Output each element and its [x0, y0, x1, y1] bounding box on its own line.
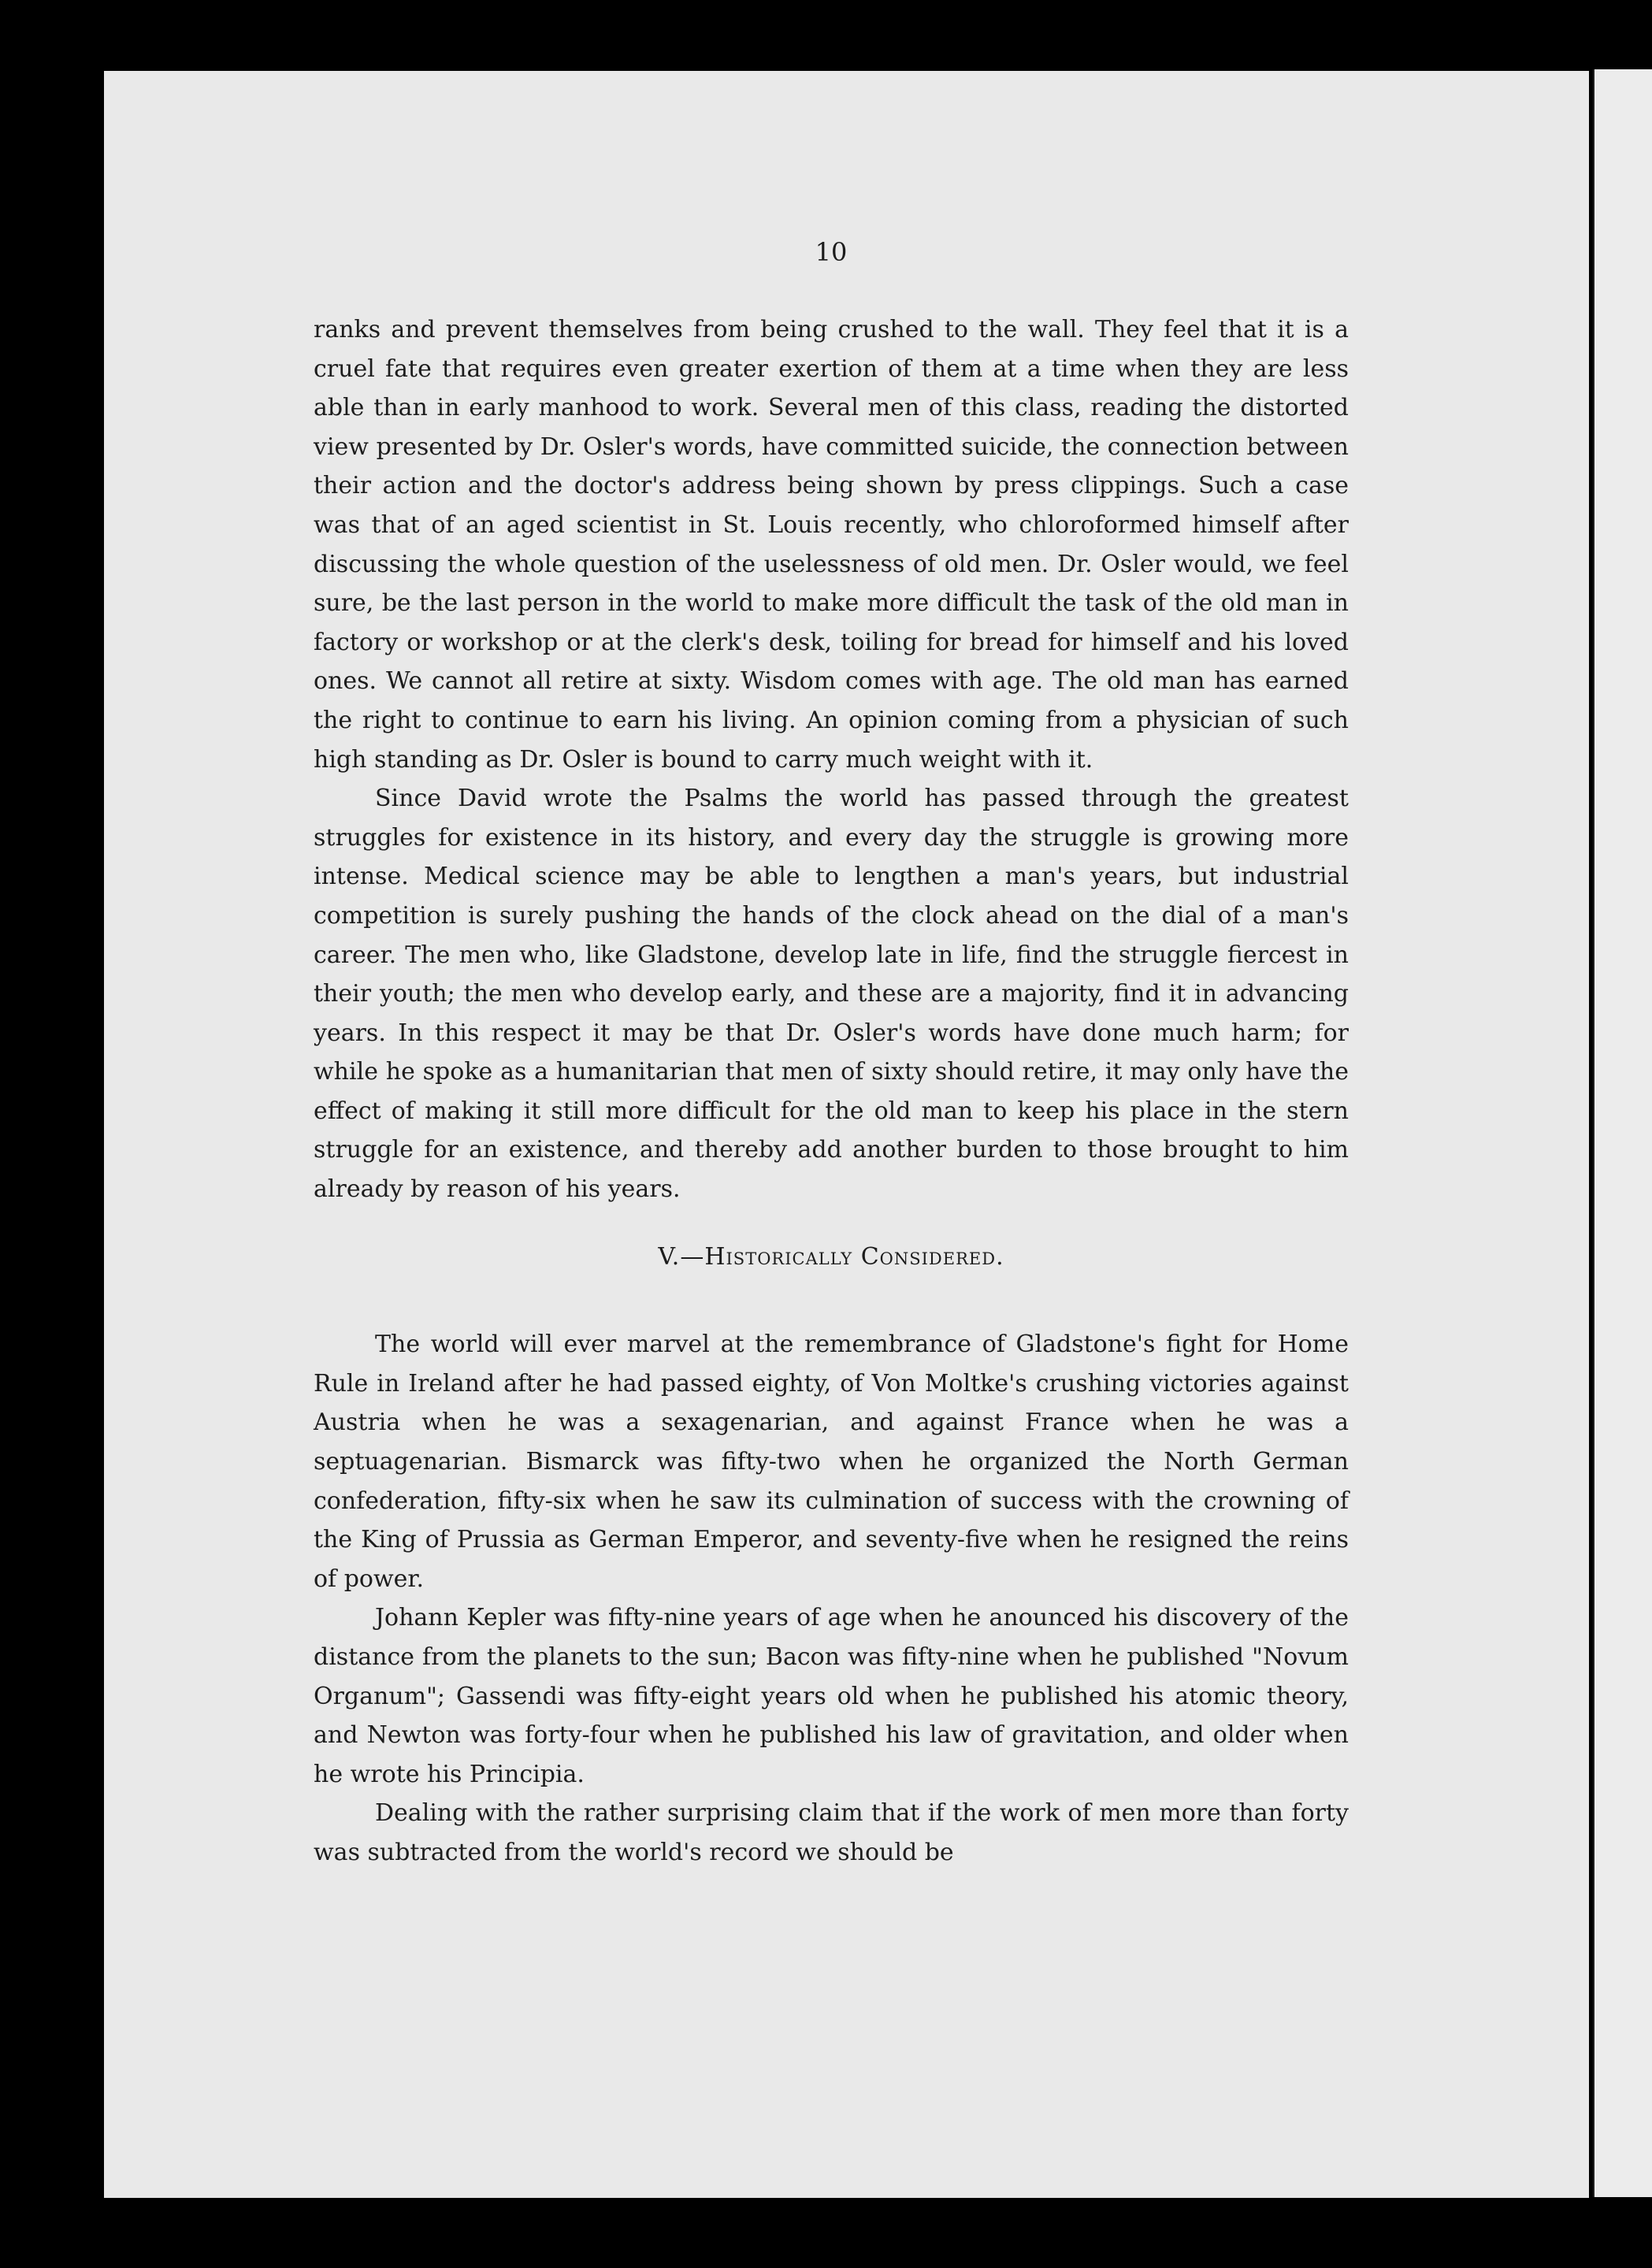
- page-number: 10: [815, 237, 848, 267]
- paragraph: Dealing with the rather surprising claim that if the work of men more than forty was subtracted from the world's record we should be: [314, 1799, 1349, 1866]
- section-heading: V.—Historically Considered.: [658, 1242, 1004, 1271]
- paragraph: Since David wrote the Psalms the world has passed through the greatest struggles for existence in its history, and every day the struggle is growing more intense. Medical science may be able to lengthen a man's years, but industrial competition is surely pushing the hands of the clock ahead on the dial of a man's career. The men who, like Gladstone, develop late in life, find the struggle fiercest in their youth; the men who develop early, and these are a majority, find it in advancing years. In this respect it may be that Dr. Osler's words have done much harm; for while he spoke as a humanitarian that men of sixty should retire, it may only have the effect of making it still more difficult for the old man to keep his place in the stern struggle for an existence, and thereby add another burden to those brought to him already by reason of his years.: [314, 785, 1349, 1204]
- paragraph: Johann Kepler was fifty-nine years of age when he anounced his discovery of the distance from the planets to the sun; Bacon was fifty-nine when he published "Novum Organum"; Gassendi was fifty-eight years old when he published his atomic theory, and Newton was forty-four when he published his law of gravitation, and older when he wrote his Principia.: [314, 1604, 1349, 1788]
- next-page-edge: [1593, 69, 1652, 2197]
- paragraph: The world will ever marvel at the remembrance of Gladstone's fight for Home Rule in Ireland after he had passed eighty, of Von Moltke's crushing victories against Austria when he was a sexagenarian, and against France when he was a septuagenarian. Bismarck was fifty-two when he organized the North German confederation, fifty-six when he saw its culmination of success with the crowning of the King of Prussia as German Emperor, and seventy-five when he resigned the reins of power.: [314, 1331, 1349, 1593]
- paragraph-continued: ranks and prevent themselves from being crushed to the wall. They feel that it is a cruel fate that requires even greater exertion of them at a time when they are less able than in early manhood to work. Several men of this class, reading the distorted view presented by Dr. Osler's words, have committed suicide, the connection between their action and the doctor's address being shown by press clippings. Such a case was that of an aged scientist in St. Louis recently, who chloroformed himself after discussing the whole question of the uselessness of old men. Dr. Osler would, we feel sure, be the last person in the world to make more difficult the task of the old man in factory or workshop or at the clerk's desk, toiling for bread for himself and his loved ones. We cannot all retire at sixty. Wisdom comes with age. The old man has earned the right to continue to earn his living. An opinion coming from a physician of such high standing as Dr. Osler is bound to carry much weight with it.: [314, 316, 1349, 774]
- page-body: [314, 228, 1349, 1873]
